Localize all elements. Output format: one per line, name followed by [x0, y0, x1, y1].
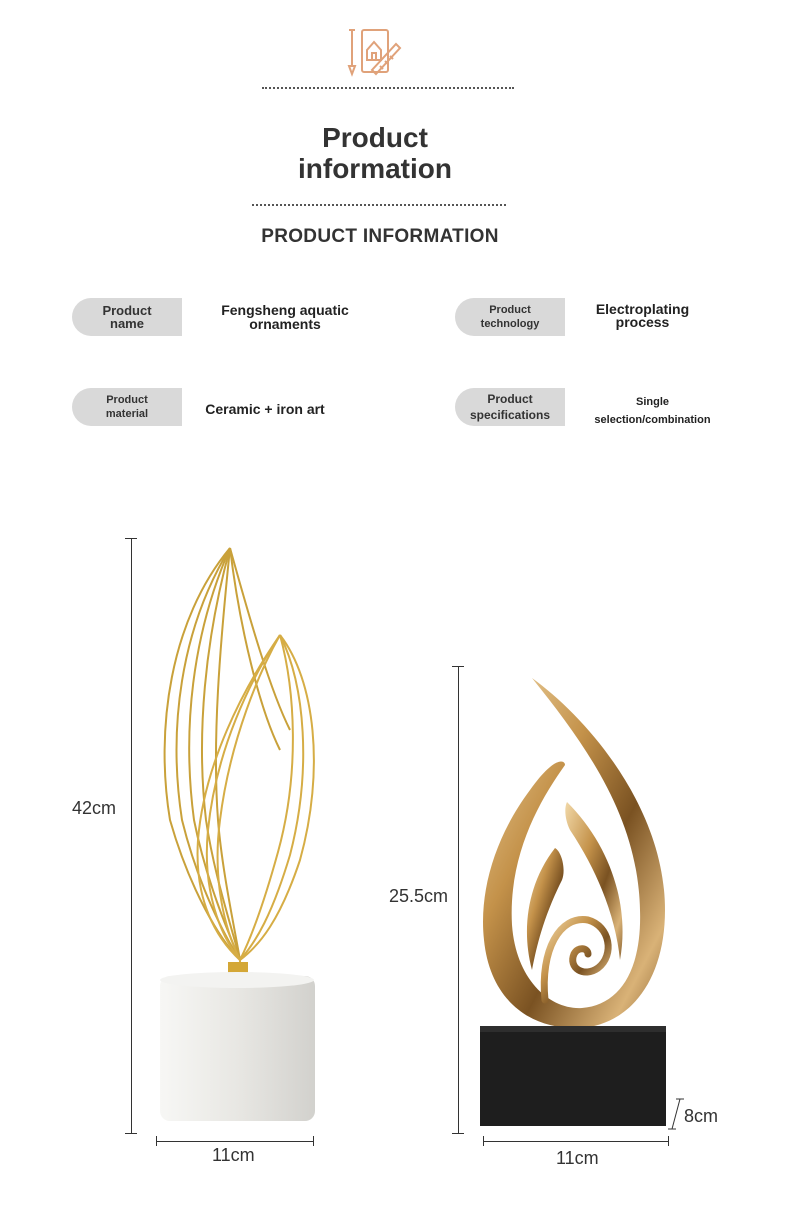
label-product-material: Product material [72, 388, 182, 426]
width-label-1: 11cm [212, 1145, 255, 1165]
width-line-1 [156, 1141, 314, 1142]
label-product-specifications: Product specifications [455, 388, 565, 426]
value-product-technology: Electroplating process [595, 301, 690, 330]
height-tick-1-top [125, 538, 137, 539]
gold-flame-wave-sculpture-image [470, 670, 680, 1132]
label-product-technology: Product technology [455, 298, 565, 336]
height-line-2 [458, 666, 459, 1134]
label-product-name: Product name [72, 298, 182, 336]
height-line-1 [131, 538, 132, 1134]
width-tick-2-right [668, 1136, 669, 1146]
dotted-divider-top [262, 87, 514, 89]
gold-wire-leaf-sculpture-image [150, 540, 330, 1130]
height-label-2: 25.5cm [389, 886, 449, 906]
page-title: Product information [298, 122, 452, 184]
height-tick-1-bottom [125, 1133, 137, 1134]
dotted-divider-middle [252, 204, 506, 206]
value-product-material: Ceramic + iron art [205, 401, 325, 417]
width-tick-2-left [483, 1136, 484, 1146]
width-label-2: 11cm [556, 1148, 599, 1168]
base-height-label: 8cm [684, 1106, 719, 1126]
height-label-1: 42cm [72, 798, 117, 818]
value-product-name: Fengsheng aquatic ornaments [221, 302, 349, 332]
height-tick-2-top [452, 666, 464, 667]
width-line-2 [483, 1141, 669, 1142]
value-product-specifications: Single selection/combination [594, 396, 711, 426]
width-tick-1-left [156, 1136, 157, 1146]
document-pencil-icon [346, 26, 402, 80]
width-tick-1-right [313, 1136, 314, 1146]
height-tick-2-bottom [452, 1133, 464, 1134]
page-subtitle: PRODUCT INFORMATION [261, 226, 499, 247]
